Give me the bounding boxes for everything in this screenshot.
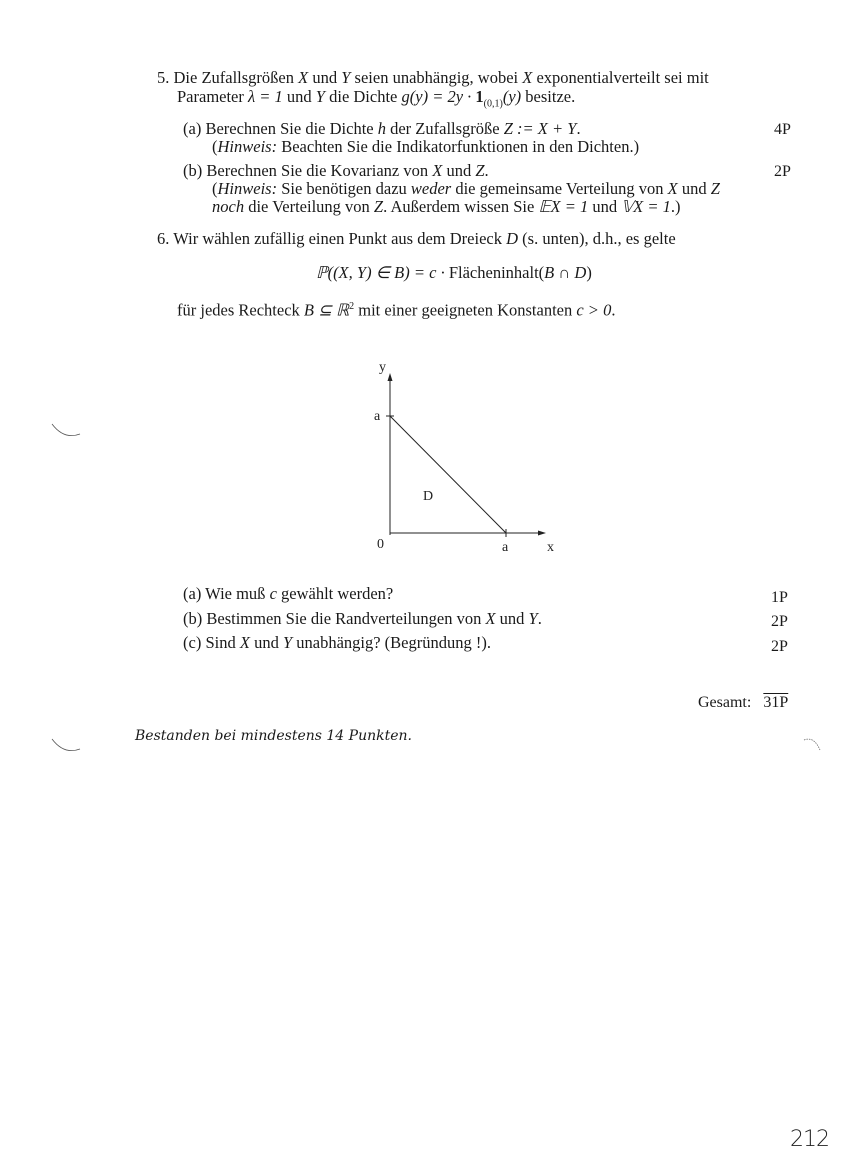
problem-6-line-1 <box>157 230 676 248</box>
problem-6b <box>183 610 542 628</box>
text: . <box>484 161 489 180</box>
text: und <box>442 161 476 180</box>
problem-6a <box>183 585 393 603</box>
problem-5-number: 5. <box>157 68 170 87</box>
text: gewählt werden? <box>276 584 394 603</box>
text: und <box>249 633 283 652</box>
emphasis: noch <box>212 197 245 216</box>
total-points: 31P <box>763 694 789 711</box>
text: besitze. <box>521 87 576 106</box>
text: mit einer geeigneten Konstanten <box>354 300 577 320</box>
problem-5-line-1 <box>157 69 709 87</box>
math-probability: ℙ((X, Y) ∈ B) = c · <box>316 263 449 282</box>
math-x: X <box>432 161 443 180</box>
points-5b: 2P <box>774 163 791 180</box>
punch-hole-mark-icon <box>800 734 830 760</box>
text: Wie muß <box>205 584 270 603</box>
text: Wir wählen zufällig einen Punkt aus dem Dreieck <box>173 229 507 248</box>
problem-5a-hint <box>212 138 639 156</box>
text: ) <box>586 263 592 282</box>
math-b-subset: B ⊆ ℝ <box>303 300 350 320</box>
math-x: X <box>239 633 250 652</box>
handwritten-page-number: 212 <box>790 1127 829 1152</box>
problem-5b-hint-line-1 <box>212 180 720 198</box>
math-x: X <box>298 68 309 87</box>
subproblem-label: (b) <box>183 161 203 180</box>
math-density-g: g(y) = 2y · <box>401 87 476 106</box>
text: . <box>576 119 581 138</box>
pass-note: Bestanden bei mindestens 14 Punkten. <box>135 728 412 744</box>
region-label: D <box>423 489 434 504</box>
text: .) <box>670 197 681 216</box>
punch-hole-mark-icon <box>48 420 88 444</box>
x-tick-label: a <box>502 540 509 555</box>
triangle-figure <box>360 355 560 555</box>
text: die Verteilung von <box>244 197 374 216</box>
math-variance: 𝕍X = 1 <box>621 197 671 216</box>
indicator-one: 1 <box>475 87 484 106</box>
emphasis: weder <box>410 179 452 198</box>
math-c: c <box>269 584 277 603</box>
total <box>698 694 788 712</box>
subproblem-label: (a) <box>183 119 202 138</box>
text: exponentialverteilt sei mit <box>532 68 709 87</box>
text: die gemeinsame Verteilung von <box>451 179 668 198</box>
text: Sind <box>205 633 240 652</box>
triangle-hypotenuse <box>390 416 506 533</box>
math-z: Z <box>373 197 384 216</box>
problem-6c <box>183 634 491 652</box>
hint-label: Hinweis: <box>217 137 278 156</box>
text: und <box>588 197 622 216</box>
hint-label: Hinweis: <box>217 179 278 198</box>
math-d: D <box>506 229 519 248</box>
punch-hole-mark-icon <box>48 735 88 759</box>
x-axis-label: x <box>547 540 554 555</box>
math-z-def: Z := X + Y <box>503 119 577 138</box>
math-y: Y <box>282 633 293 652</box>
text: Berechnen Sie die Kovarianz von <box>206 161 433 180</box>
text: unabhängig? (Begründung !). <box>292 633 491 652</box>
text: Sie benötigen dazu <box>277 179 411 198</box>
points-5a: 4P <box>774 121 791 138</box>
y-axis-label: y <box>379 360 386 375</box>
math-y: Y <box>315 87 325 106</box>
problem-6-number: 6. <box>157 229 170 248</box>
points-6c: 2P <box>771 638 788 655</box>
math-intersection: B ∩ D <box>544 263 587 282</box>
text: Flächeninhalt( <box>448 263 545 282</box>
text: . <box>537 609 542 628</box>
problem-5b-line-1 <box>183 162 489 180</box>
math-expectation: 𝔼X = 1 <box>538 197 589 216</box>
text: und <box>282 87 316 106</box>
text: Parameter <box>177 87 249 106</box>
text: und <box>677 179 711 198</box>
problem-5b-hint-line-2 <box>212 198 680 216</box>
problem-6-formula <box>316 264 592 282</box>
text: Bestimmen Sie die Randverteilungen von <box>206 609 486 628</box>
x-axis-arrow <box>538 531 546 536</box>
text: Berechnen Sie die Dichte <box>205 119 378 138</box>
math-lambda: λ = 1 <box>248 87 283 106</box>
text: und <box>495 609 529 628</box>
indicator-subscript: (0,1) <box>483 98 503 110</box>
math-x: X <box>667 179 678 198</box>
text: seien unabhängig, wobei <box>350 68 523 87</box>
text: Die Zufallsgrößen <box>173 68 299 87</box>
text: Beachten Sie die Indikatorfunktionen in den Dichten.) <box>277 137 640 156</box>
math-c: c > 0 <box>576 300 612 320</box>
text: für jedes Rechteck <box>177 300 304 320</box>
text: ( <box>212 179 218 198</box>
math-x: X <box>485 609 496 628</box>
math-arg: (y) <box>502 87 522 106</box>
subproblem-label: (c) <box>183 633 202 652</box>
y-axis-arrow <box>388 373 393 381</box>
origin-label: 0 <box>377 537 384 552</box>
total-label: Gesamt: <box>698 694 752 711</box>
subproblem-label: (a) <box>183 584 202 603</box>
math-z: Z <box>475 161 485 180</box>
problem-5-line-2 <box>177 88 575 113</box>
text: ( <box>212 137 218 156</box>
problem-6-condition <box>177 298 615 320</box>
math-z: Z <box>710 179 720 198</box>
math-y: Y <box>341 68 351 87</box>
text: (s. unten), d.h., es gelte <box>518 229 676 248</box>
text: . Außerdem wissen Sie <box>383 197 539 216</box>
y-tick-label: a <box>374 409 381 424</box>
superscript: 2 <box>349 301 355 312</box>
problem-5a-line-1 <box>183 120 581 138</box>
text: . <box>611 300 616 320</box>
points-6b: 2P <box>771 613 788 630</box>
text: die Dichte <box>324 87 402 106</box>
math-y: Y <box>528 609 538 628</box>
text: und <box>308 68 342 87</box>
math-x: X <box>522 68 533 87</box>
text: der Zufallsgröße <box>385 119 504 138</box>
math-h: h <box>377 119 386 138</box>
points-6a: 1P <box>771 589 788 606</box>
subproblem-label: (b) <box>183 609 203 628</box>
